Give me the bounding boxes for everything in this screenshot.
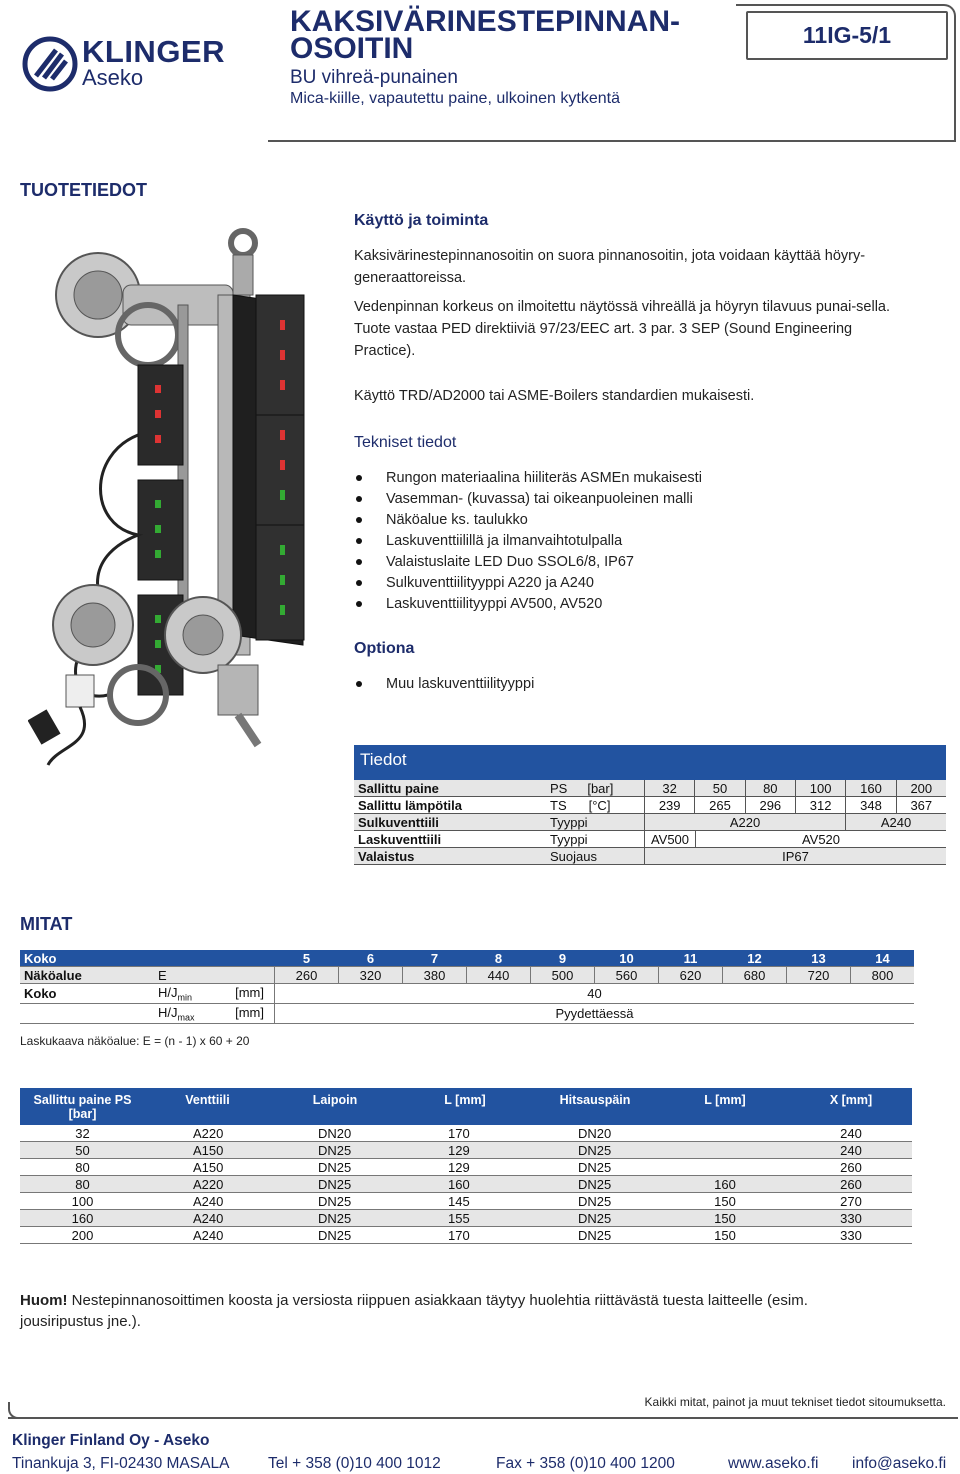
table-cell: 6 (338, 950, 402, 966)
column-header: Laipoin (312, 1093, 358, 1107)
note-bold: Huom! (20, 1292, 68, 1309)
table-cell: A150 (193, 1142, 224, 1158)
table-cell: 150 (714, 1227, 736, 1243)
table-cell: 80 (745, 780, 795, 796)
table-cell: 150 (714, 1193, 736, 1209)
note-text: Nestepinnanosoittimen koosta ja versiosta riippuen asiakkaan täytyy huolehtia riittävästä tuesta laitteelle (esim. jousiripustus jne.). (20, 1292, 808, 1330)
company-fax: Fax + 358 (0)10 400 1200 (496, 1455, 675, 1472)
max-subscript: max (177, 1012, 195, 1023)
table-cell: 560 (594, 967, 658, 983)
table-cell: 160 (714, 1176, 736, 1192)
row-unit (550, 781, 644, 796)
table-row (20, 1176, 912, 1193)
unit-dim: [mm] (235, 1004, 264, 1020)
list-item: Muu laskuventtiilityyppi (354, 674, 914, 695)
formula-note: Laskukaava näköalue: E = (n - 1) x 60 + 20 (20, 1034, 250, 1048)
option-title: Optiona (354, 640, 415, 657)
row-label: Sallittu lämpötila (358, 797, 463, 813)
table-cell: A220 (193, 1176, 224, 1192)
table-row (20, 1159, 912, 1176)
table-cell: 348 (845, 797, 895, 813)
table-cell: 7 (402, 950, 466, 966)
table-cell: IP67 (644, 848, 946, 864)
row-label: Sulkuventtiili (358, 814, 439, 830)
page-subtitle: BU vihreä-punainen (290, 67, 458, 88)
table-cell: 170 (448, 1125, 470, 1141)
power-adapter-icon (66, 675, 94, 707)
company-web[interactable]: www.aseko.fi (728, 1455, 819, 1472)
table-cell: DN25 (318, 1227, 352, 1243)
table-cell: AV500 (644, 831, 695, 847)
klinger-logo-icon (22, 36, 78, 92)
eye-bolt-icon (231, 231, 255, 255)
company-address: Tinankuja 3, FI-02430 MASALA (12, 1455, 230, 1472)
usage-paragraph-2: Vedenpinnan korkeus on ilmoitettu näytössä vihreällä ja höyryn tilavuus punai-sella. Tuote vastaa PED direktiiviä 97/23/EEC art. 3 par. 3 SEP (Sound Engineering Practice). (354, 299, 891, 359)
table-cell: A240 (193, 1210, 224, 1226)
table-cell: A150 (193, 1159, 224, 1175)
table-cell: A220 (193, 1125, 224, 1141)
option-list (354, 674, 914, 695)
table-cell: 5 (274, 950, 338, 966)
table-cell: 40 (274, 984, 914, 1003)
table-cell: 80 (75, 1176, 90, 1192)
table-cell: 155 (448, 1210, 470, 1226)
list-item: Näköalue ks. taulukko (354, 510, 914, 531)
tech-list (354, 468, 914, 615)
unit-sym: TS (550, 797, 567, 813)
table-cell: 13 (786, 950, 850, 966)
list-item: Laskuventtiilillä ja ilmanvaihtotulpalla (354, 531, 914, 552)
valves-table (20, 1088, 912, 1244)
usage-title: Käyttö ja toiminta (354, 212, 489, 229)
table-cell: 200 (71, 1227, 94, 1243)
table-cell: A240 (193, 1193, 224, 1209)
table-cell: 10 (594, 950, 658, 966)
table-cell: 320 (338, 967, 402, 983)
row-unit: Suojaus (550, 848, 597, 864)
logo-wordmark: KLINGER (82, 34, 225, 69)
table-cell: A220 (644, 814, 845, 830)
list-item: Vasemman- (kuvassa) tai oikeanpuoleinen malli (354, 489, 914, 510)
table-cell: 8 (466, 950, 530, 966)
table-cell: DN25 (578, 1210, 612, 1226)
table-cell: 260 (274, 967, 338, 983)
table-cell: DN25 (318, 1193, 352, 1209)
column-header: Venttiili (185, 1093, 230, 1107)
table-cell: 270 (840, 1193, 862, 1209)
unit-dim: [mm] (235, 984, 264, 1000)
table-cell: AV520 (695, 831, 946, 847)
row-label: Koko (24, 950, 57, 966)
table-cell: DN25 (578, 1159, 612, 1175)
row-label: Koko (24, 986, 57, 1001)
table-cell: DN25 (578, 1176, 612, 1192)
min-subscript: min (177, 992, 193, 1003)
table-cell: DN25 (318, 1142, 352, 1158)
table-cell: 312 (795, 797, 845, 813)
list-item: Sulkuventtiilityyppi A220 ja A240 (354, 573, 914, 594)
table-row (20, 950, 914, 967)
table-cell: DN25 (578, 1142, 612, 1158)
table-cell: DN25 (578, 1227, 612, 1243)
document-code: 11IG-5/1 (746, 11, 948, 60)
table-cell: 260 (840, 1159, 862, 1175)
row-unit (154, 1005, 274, 1023)
table-cell: 100 (795, 780, 845, 796)
table-row (20, 1125, 912, 1142)
column-header: L [mm] (444, 1093, 486, 1107)
title-line-1: KAKSIVÄRINESTEPINNAN- (290, 5, 681, 38)
table-cell: 720 (786, 967, 850, 983)
hj-symbol: H/J (158, 984, 178, 1000)
logo-subtitle: Aseko (82, 65, 144, 90)
row-unit: Tyyppi (550, 814, 588, 830)
usage-paragraph-3: Käyttö TRD/AD2000 tai ASME-Boilers standardien mukaisesti. (354, 388, 755, 404)
table-row (20, 1210, 912, 1227)
company-email[interactable]: info@aseko.fi (852, 1455, 947, 1472)
unit-dim: [°C] (588, 797, 611, 813)
column-header: L [mm] (704, 1093, 746, 1107)
row-label: Valaistus (358, 848, 415, 864)
hj-min-label (158, 985, 192, 1003)
row-unit: Tyyppi (550, 831, 588, 847)
valve-rows (20, 1125, 912, 1244)
footer-divider (8, 1417, 958, 1419)
row-label: Näköalue (24, 967, 82, 983)
column-header: Hitsauspäin (559, 1093, 631, 1107)
table-cell: 145 (448, 1193, 470, 1209)
tech-title: Tekniset tiedot (354, 434, 457, 451)
table-cell: 440 (466, 967, 530, 983)
table-cell: DN25 (578, 1193, 612, 1209)
table-row (20, 984, 914, 1004)
list-item: Laskuventtiilityyppi AV500, AV520 (354, 594, 914, 615)
page-title (290, 5, 740, 65)
row-label: Laskuventtiili (358, 831, 442, 847)
section-title-product: TUOTETIEDOT (20, 180, 147, 200)
table-cell: 330 (840, 1210, 862, 1226)
table-cell: 50 (75, 1142, 90, 1158)
table-cell: 296 (745, 797, 795, 813)
table-cell: 160 (845, 780, 895, 796)
tiedot-table (354, 745, 946, 865)
table-cell: DN25 (318, 1210, 352, 1226)
unit-dim: [bar] (587, 780, 614, 796)
unit-sym: PS (550, 780, 568, 796)
title-line-2: OSOITIN (290, 32, 414, 65)
table-header (20, 1088, 912, 1125)
table-cell: 367 (896, 797, 946, 813)
table-cell: 150 (714, 1210, 736, 1226)
table-cell: 160 (71, 1210, 94, 1226)
table-cell: 500 (530, 967, 594, 983)
table-row (20, 967, 914, 984)
tiedot-title: Tiedot (354, 745, 946, 780)
table-cell: 129 (448, 1159, 470, 1175)
table-cell: 11 (658, 950, 722, 966)
table-cell: 80 (75, 1159, 90, 1175)
table-row (20, 1227, 912, 1244)
table-row (354, 831, 946, 848)
table-cell: 800 (850, 967, 914, 983)
table-cell: 260 (840, 1176, 862, 1192)
company-name: Klinger Finland Oy - Aseko (12, 1432, 210, 1449)
table-cell: A240 (845, 814, 946, 830)
table-cell: 9 (530, 950, 594, 966)
table-cell: 32 (644, 780, 694, 796)
table-cell: DN20 (318, 1125, 352, 1141)
table-cell: 160 (448, 1176, 470, 1192)
list-item: Valaistuslaite LED Duo SSOL6/8, IP67 (354, 552, 914, 573)
dimensions-table (20, 950, 914, 1024)
table-cell: 12 (722, 950, 786, 966)
list-item: Rungon materiaalina hiiliteräs ASMEn mukaisesti (354, 468, 914, 489)
table-cell: 330 (840, 1227, 862, 1243)
table-cell: 240 (840, 1125, 862, 1141)
row-unit (550, 798, 644, 813)
logo (22, 34, 252, 94)
section-title-mitat: MITAT (20, 914, 73, 934)
level-gauge-illustration (28, 225, 333, 785)
table-cell: 265 (694, 797, 744, 813)
table-cell: DN25 (318, 1159, 352, 1175)
table-cell: DN20 (578, 1125, 612, 1141)
row-unit: E (158, 967, 167, 983)
table-cell: 32 (75, 1125, 90, 1141)
table-cell: 239 (644, 797, 694, 813)
table-cell: 200 (896, 780, 946, 796)
hj-symbol: H/J (158, 1004, 178, 1020)
row-unit (154, 985, 274, 1003)
table-row (20, 1193, 912, 1210)
table-cell: 680 (722, 967, 786, 983)
header-divider (268, 140, 956, 142)
disclaimer: Kaikki mitat, painot ja muut tekniset tiedot sitoumuksetta. (644, 1395, 946, 1409)
table-cell: 129 (448, 1142, 470, 1158)
table-row (20, 1142, 912, 1159)
table-cell: 50 (694, 780, 744, 796)
table-cell: 100 (71, 1193, 94, 1209)
table-cell: 14 (850, 950, 914, 966)
table-cell: DN25 (318, 1176, 352, 1192)
note-paragraph (20, 1290, 820, 1332)
table-cell: 170 (448, 1227, 470, 1243)
usage-paragraph-1: Kaksivärinestepinnanosoitin on suora pinnanosoitin, jota voidaan käyttää höyry-generaattoreissa. (354, 248, 866, 286)
table-cell: 380 (402, 967, 466, 983)
company-tel: Tel + 358 (0)10 400 1012 (268, 1455, 441, 1472)
table-cell: A240 (193, 1227, 224, 1243)
table-row (354, 780, 946, 797)
table-row (354, 797, 946, 814)
table-cell: 240 (840, 1142, 862, 1158)
table-cell: Pyydettäessä (274, 1004, 914, 1023)
table-cell: 620 (658, 967, 722, 983)
column-header: Sallittu paine PS [bar] (33, 1093, 132, 1121)
hj-max-label (158, 1005, 195, 1023)
table-row (20, 1004, 914, 1024)
table-row (354, 848, 946, 865)
row-label: Sallittu paine (358, 780, 439, 796)
column-header: X [mm] (829, 1093, 873, 1107)
table-row (354, 814, 946, 831)
page-subtitle-2: Mica-kiille, vapautettu paine, ulkoinen kytkentä (290, 90, 620, 107)
plug-icon (28, 709, 61, 744)
